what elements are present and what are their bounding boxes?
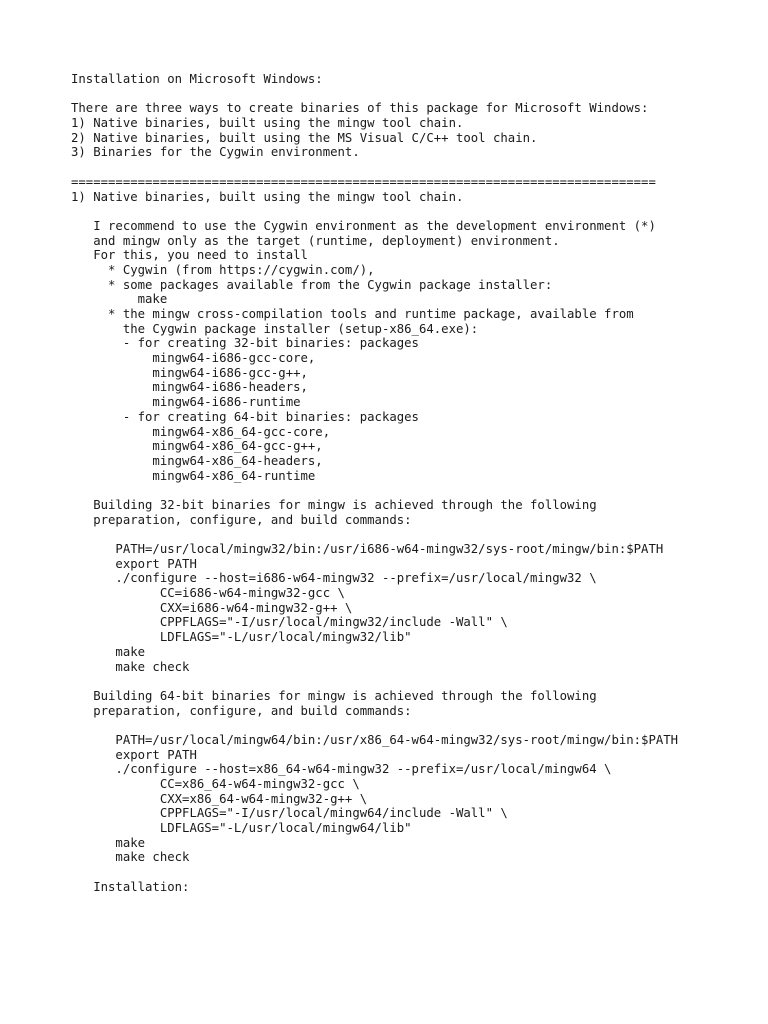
doc-line: export PATH (71, 747, 197, 762)
doc-line: preparation, configure, and build commands: (71, 703, 412, 718)
document-page (71, 72, 761, 909)
doc-line: * Cygwin (from https://cygwin.com/), (71, 262, 375, 277)
doc-line: export PATH (71, 556, 197, 571)
doc-line: ./configure --host=i686-w64-mingw32 --prefix=/usr/local/mingw32 \ (71, 571, 597, 586)
doc-line: LDFLAGS="-L/usr/local/mingw64/lib" (71, 821, 412, 836)
doc-line: make check (71, 850, 190, 865)
doc-line (71, 718, 761, 733)
doc-line: PATH=/usr/local/mingw64/bin:/usr/x86_64-w64-mingw32/sys-root/mingw/bin:$PATH (71, 732, 679, 747)
doc-line: make (71, 292, 168, 307)
doc-line: 1) Native binaries, built using the mingw tool chain. (71, 189, 464, 204)
doc-line: =============================================================================== (71, 174, 656, 189)
doc-line: CC=x86_64-w64-mingw32-gcc \ (71, 777, 360, 791)
doc-line (71, 87, 761, 102)
doc-line: the Cygwin package installer (setup-x86_64.exe): (71, 321, 479, 336)
doc-line: mingw64-x86_64-headers, (71, 453, 323, 468)
doc-line: - for creating 32-bit binaries: packages (71, 336, 419, 351)
doc-line: CPPFLAGS="-I/usr/local/mingw32/include -Wall" \ (71, 615, 508, 630)
doc-line: Installation: (71, 879, 190, 894)
doc-line: There are three ways to create binaries of this package for Microsoft Windows: (71, 101, 649, 116)
doc-line (71, 865, 761, 880)
doc-line: and mingw only as the target (runtime, deployment) environment. (71, 233, 560, 248)
doc-line: CPPFLAGS="-I/usr/local/mingw64/include -Wall" \ (71, 806, 508, 821)
doc-line: Building 32-bit binaries for mingw is achieved through the following (71, 497, 597, 512)
doc-line: CC=i686-w64-mingw32-gcc \ (71, 586, 345, 601)
doc-line: mingw64-i686-gcc-core, (71, 351, 316, 366)
doc-line: mingw64-i686-headers, (71, 380, 308, 395)
doc-line: For this, you need to install (71, 248, 308, 263)
doc-line: mingw64-x86_64-gcc-g++, (71, 439, 323, 454)
doc-line: mingw64-x86_64-gcc-core, (71, 424, 331, 439)
doc-line (71, 895, 761, 910)
doc-line: mingw64-i686-gcc-g++, (71, 365, 308, 380)
doc-line: make check (71, 659, 190, 674)
doc-line (71, 204, 761, 219)
doc-line: mingw64-x86_64-runtime (71, 468, 316, 483)
doc-line: 1) Native binaries, built using the mingw tool chain. (71, 116, 464, 131)
doc-line (71, 527, 761, 542)
doc-line: make (71, 835, 146, 850)
doc-line (71, 160, 761, 175)
doc-line: * the mingw cross-compilation tools and runtime package, available from (71, 307, 634, 321)
doc-line: 3) Binaries for the Cygwin environment. (71, 145, 360, 160)
doc-line: 2) Native binaries, built using the MS Visual C/C++ tool chain. (71, 130, 538, 145)
doc-line: LDFLAGS="-L/usr/local/mingw32/lib" (71, 630, 412, 645)
doc-line (71, 674, 761, 689)
doc-line: Building 64-bit binaries for mingw is achieved through the following (71, 688, 597, 703)
doc-line: make (71, 644, 146, 659)
doc-line: Installation on Microsoft Windows: (71, 72, 323, 86)
doc-line: CXX=x86_64-w64-mingw32-g++ \ (71, 791, 368, 806)
doc-line: I recommend to use the Cygwin environment as the development environment (*) (71, 218, 656, 233)
doc-line (71, 483, 761, 498)
doc-line: * some packages available from the Cygwin package installer: (71, 277, 553, 292)
doc-line: mingw64-i686-runtime (71, 395, 301, 410)
doc-line: - for creating 64-bit binaries: packages (71, 409, 419, 424)
doc-line: PATH=/usr/local/mingw32/bin:/usr/i686-w64-mingw32/sys-root/mingw/bin:$PATH (71, 542, 664, 556)
doc-line: preparation, configure, and build commands: (71, 512, 412, 527)
doc-line: ./configure --host=x86_64-w64-mingw32 --prefix=/usr/local/mingw64 \ (71, 762, 612, 777)
doc-line: CXX=i686-w64-mingw32-g++ \ (71, 600, 353, 615)
